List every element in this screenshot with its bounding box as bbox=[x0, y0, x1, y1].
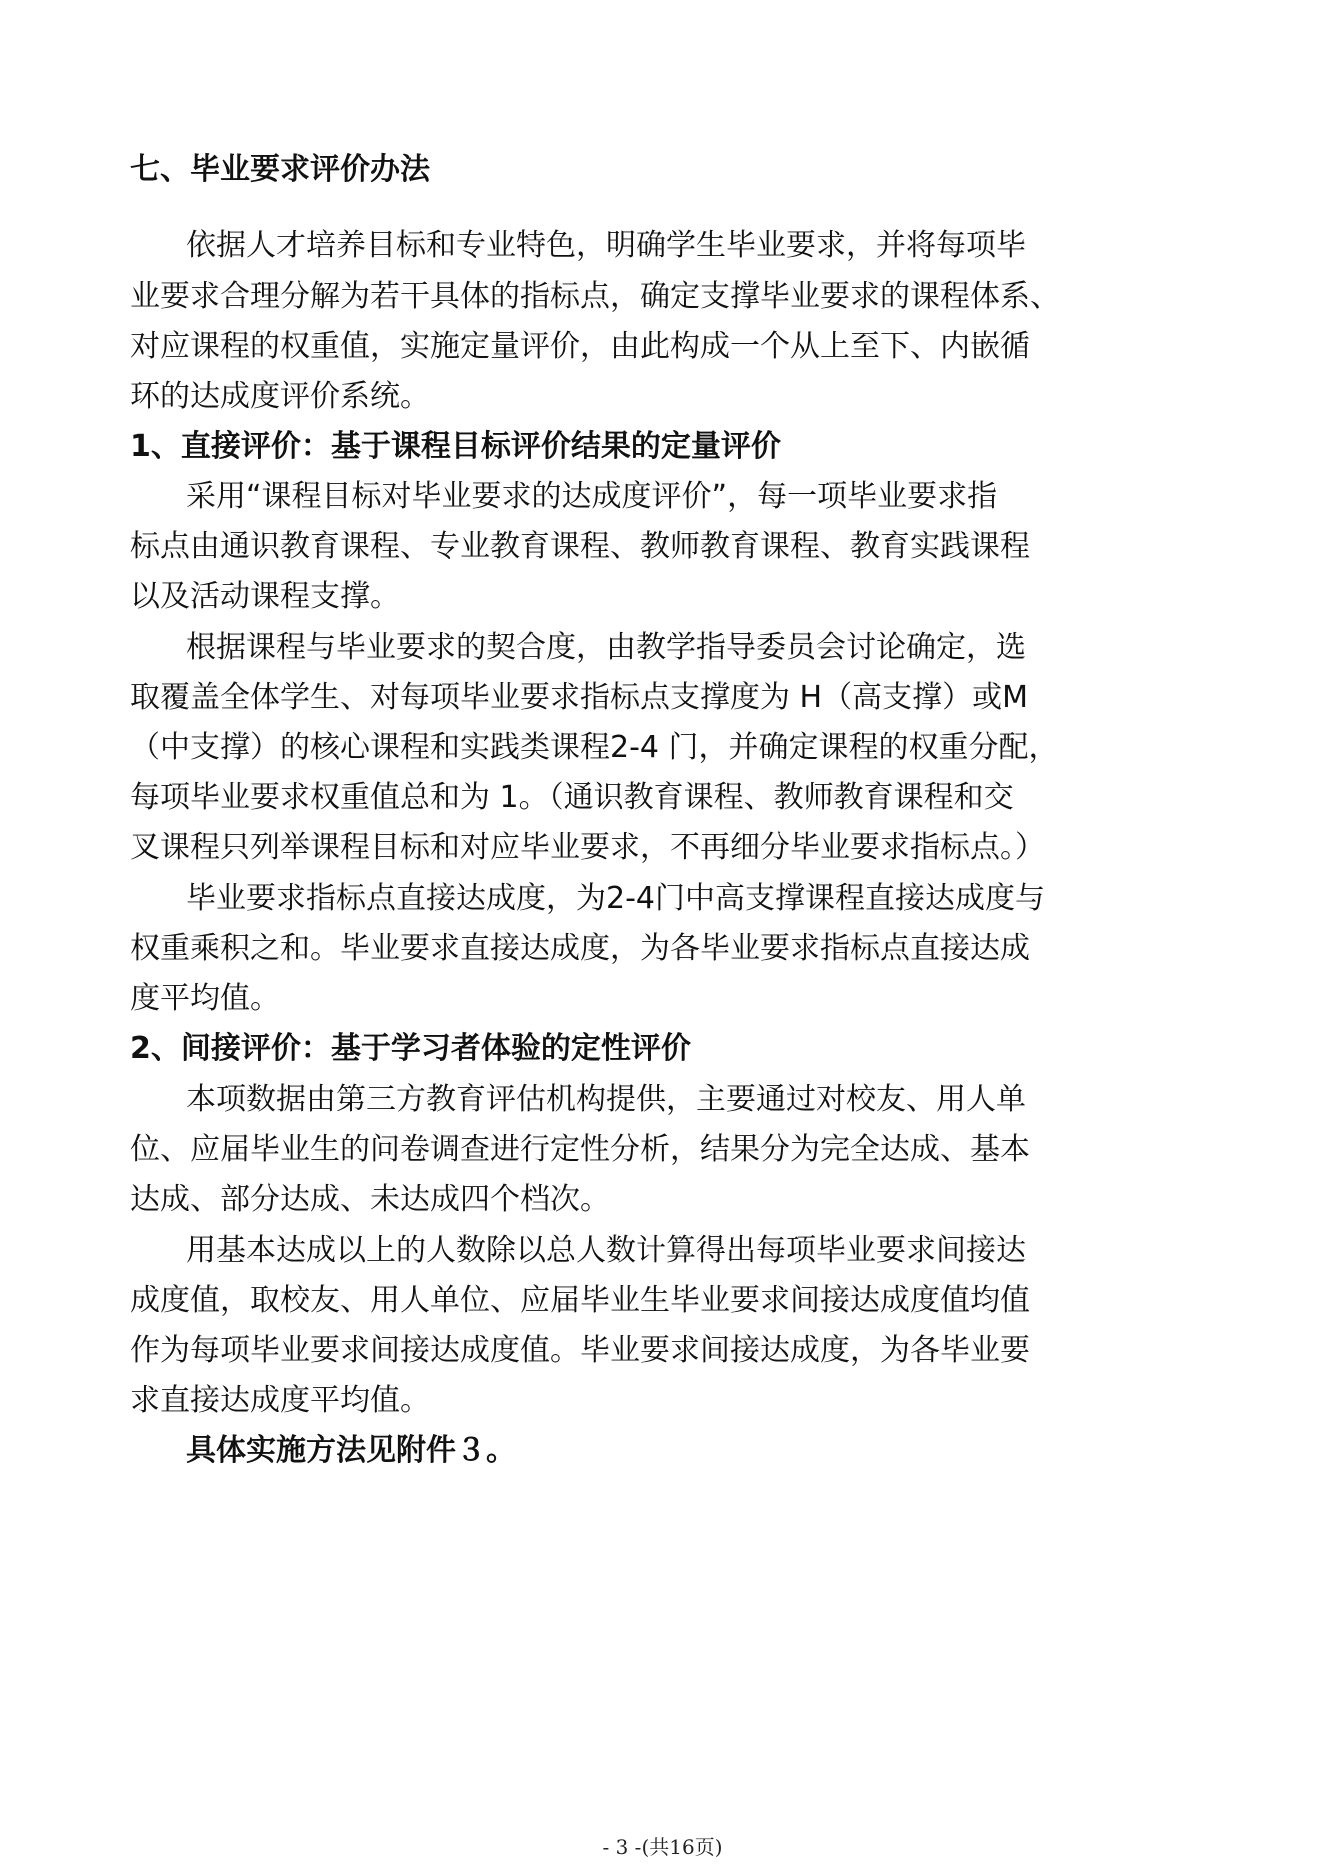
text-line: （中支撑）的核心课程和实践类课程2-4 门，并确定课程的权重分配， bbox=[130, 730, 1059, 765]
text-line: 本项数据由第三方教育评估机构提供，主要通过对校友、用人单 bbox=[186, 1082, 1026, 1117]
text-line: 达成、部分达成、未达成四个档次。 bbox=[130, 1182, 610, 1217]
subsection-title-indirect: 2、间接评价：基于学习者体验的定性评价 bbox=[130, 1031, 691, 1066]
text-line: 业要求合理分解为若干具体的指标点，确定支撑毕业要求的课程体系、 bbox=[130, 279, 1060, 314]
text-line: 以及活动课程支撑。 bbox=[130, 579, 400, 614]
text-line: 每项毕业要求权重值总和为 1。（通识教育课程、教师教育课程和交 bbox=[130, 780, 1014, 815]
closing-note: 具体实施方法见附件３。 bbox=[186, 1433, 516, 1468]
page-footer: - 3 -(共16页) bbox=[602, 1835, 723, 1859]
text-line: 求直接达成度平均值。 bbox=[130, 1383, 430, 1418]
text-line: 依据人才培养目标和专业特色，明确学生毕业要求，并将每项毕 bbox=[186, 228, 1026, 263]
section-heading: 七、毕业要求评价办法 bbox=[130, 152, 430, 187]
text-line: 毕业要求指标点直接达成度，为2-4门中高支撑课程直接达成度与 bbox=[186, 881, 1045, 916]
text-line: 叉课程只列举课程目标和对应毕业要求，不再细分毕业要求指标点。） bbox=[130, 830, 1045, 865]
text-line: 对应课程的权重值，实施定量评价，由此构成一个从上至下、内嵌循 bbox=[130, 329, 1030, 364]
text-line: 作为每项毕业要求间接达成度值。毕业要求间接达成度，为各毕业要 bbox=[130, 1333, 1030, 1368]
text-line: 采用“课程目标对毕业要求的达成度评价”，每一项毕业要求指 bbox=[186, 479, 998, 514]
text-line: 权重乘积之和。毕业要求直接达成度，为各毕业要求指标点直接达成 bbox=[130, 931, 1030, 966]
subsection-title-direct: 1、直接评价：基于课程目标评价结果的定量评价 bbox=[130, 429, 781, 464]
text-line: 取覆盖全体学生、对每项毕业要求指标点支撑度为 H（高支撑）或M bbox=[130, 680, 1028, 715]
text-line: 度平均值。 bbox=[130, 981, 280, 1016]
text-line: 位、应届毕业生的问卷调查进行定性分析，结果分为完全达成、基本 bbox=[130, 1132, 1030, 1167]
text-line: 标点由通识教育课程、专业教育课程、教师教育课程、教育实践课程 bbox=[130, 529, 1030, 564]
text-line: 环的达成度评价系统。 bbox=[130, 379, 430, 414]
text-line: 成度值，取校友、用人单位、应届毕业生毕业要求间接达成度值均值 bbox=[130, 1283, 1030, 1318]
text-line: 用基本达成以上的人数除以总人数计算得出每项毕业要求间接达 bbox=[186, 1233, 1026, 1268]
text-line: 根据课程与毕业要求的契合度，由教学指导委员会讨论确定，选 bbox=[186, 630, 1026, 665]
